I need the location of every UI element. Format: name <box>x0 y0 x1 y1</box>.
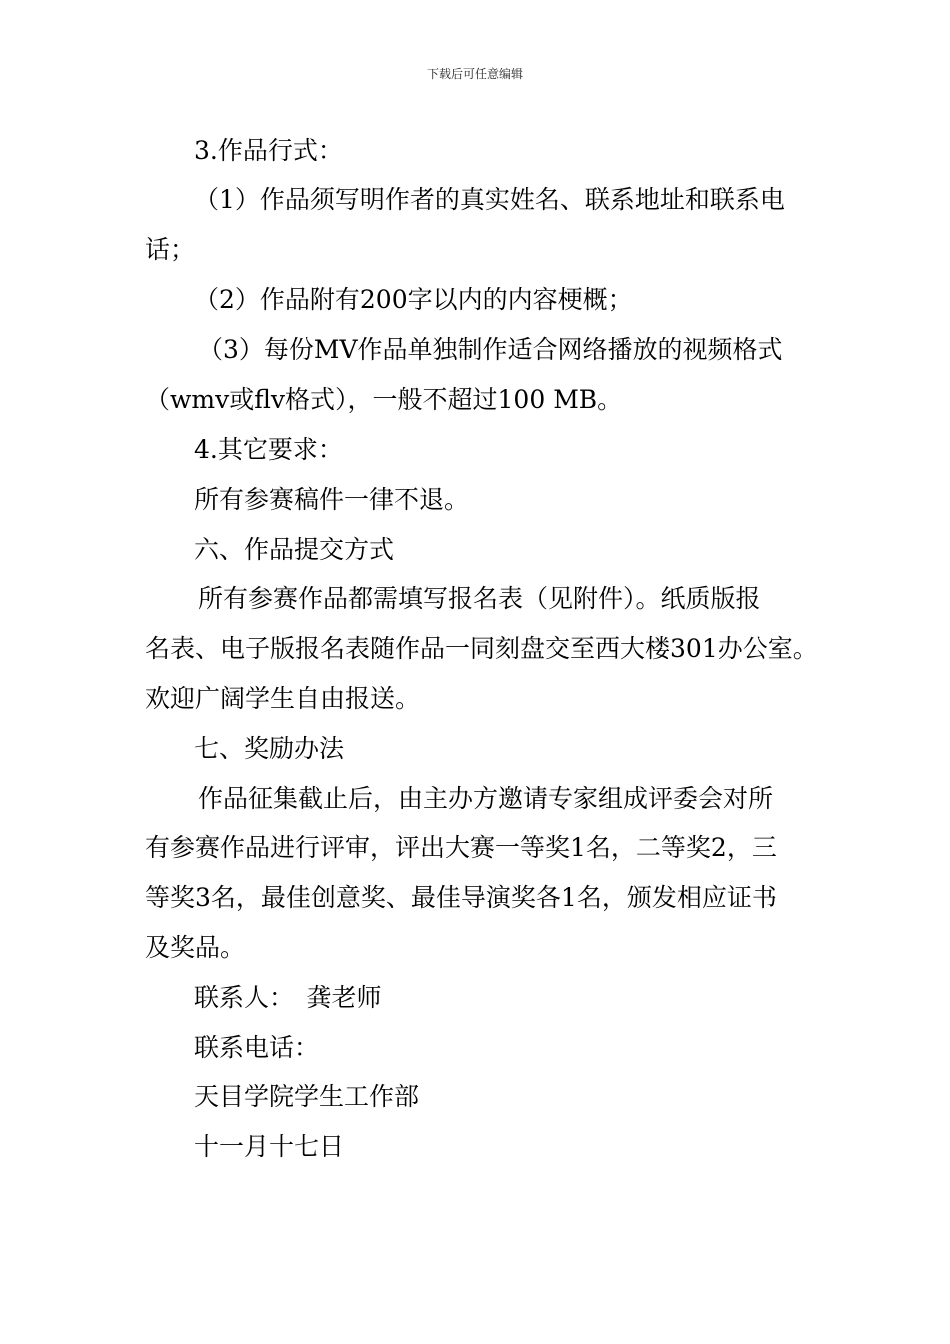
text-line: 所有参赛稿件一律不退。 <box>194 485 470 514</box>
text-line: （1）作品须写明作者的真实姓名、联系地址和联系电 <box>194 185 785 214</box>
text-line: 3.作品行式： <box>194 136 343 165</box>
document-date: 十一月十七日 <box>194 1132 345 1161</box>
text-line: 名表、电子版报名表随作品一同刻盘交至西大楼301办公室。 <box>145 634 818 663</box>
text-line: （3）每份MV作品单独制作适合网络播放的视频格式 <box>198 335 783 364</box>
text-line: 有参赛作品进行评审，评出大赛一等奖1名，二等奖2，三 <box>145 833 777 862</box>
section-heading: 六、作品提交方式 <box>194 535 395 564</box>
contact-phone: 联系电话： <box>194 1033 320 1062</box>
organization-name: 天目学院学生工作部 <box>194 1082 420 1111</box>
text-line: 所有参赛作品都需填写报名表（见附件）。纸质版报 <box>198 584 761 613</box>
text-line: 欢迎广阔学生自由报送。 <box>145 684 421 713</box>
text-line: 作品征集截止后，由主办方邀请专家组成评委会对所 <box>198 784 774 813</box>
contact-person: 联系人： 龚老师 <box>194 983 382 1012</box>
section-heading: 七、奖励办法 <box>194 734 345 763</box>
text-line: 4.其它要求： <box>194 435 343 464</box>
page-header: 下载后可任意编辑 <box>426 67 523 81</box>
text-line: 等奖3名，最佳创意奖、最佳导演奖各1名，颁发相应证书 <box>145 883 777 912</box>
text-line: 及奖品。 <box>145 933 246 962</box>
text-line: （wmv或flv格式），一般不超过100 MB。 <box>145 385 623 414</box>
text-line: 话； <box>145 235 196 264</box>
text-line: （2）作品附有200字以内的内容梗概； <box>194 285 633 314</box>
